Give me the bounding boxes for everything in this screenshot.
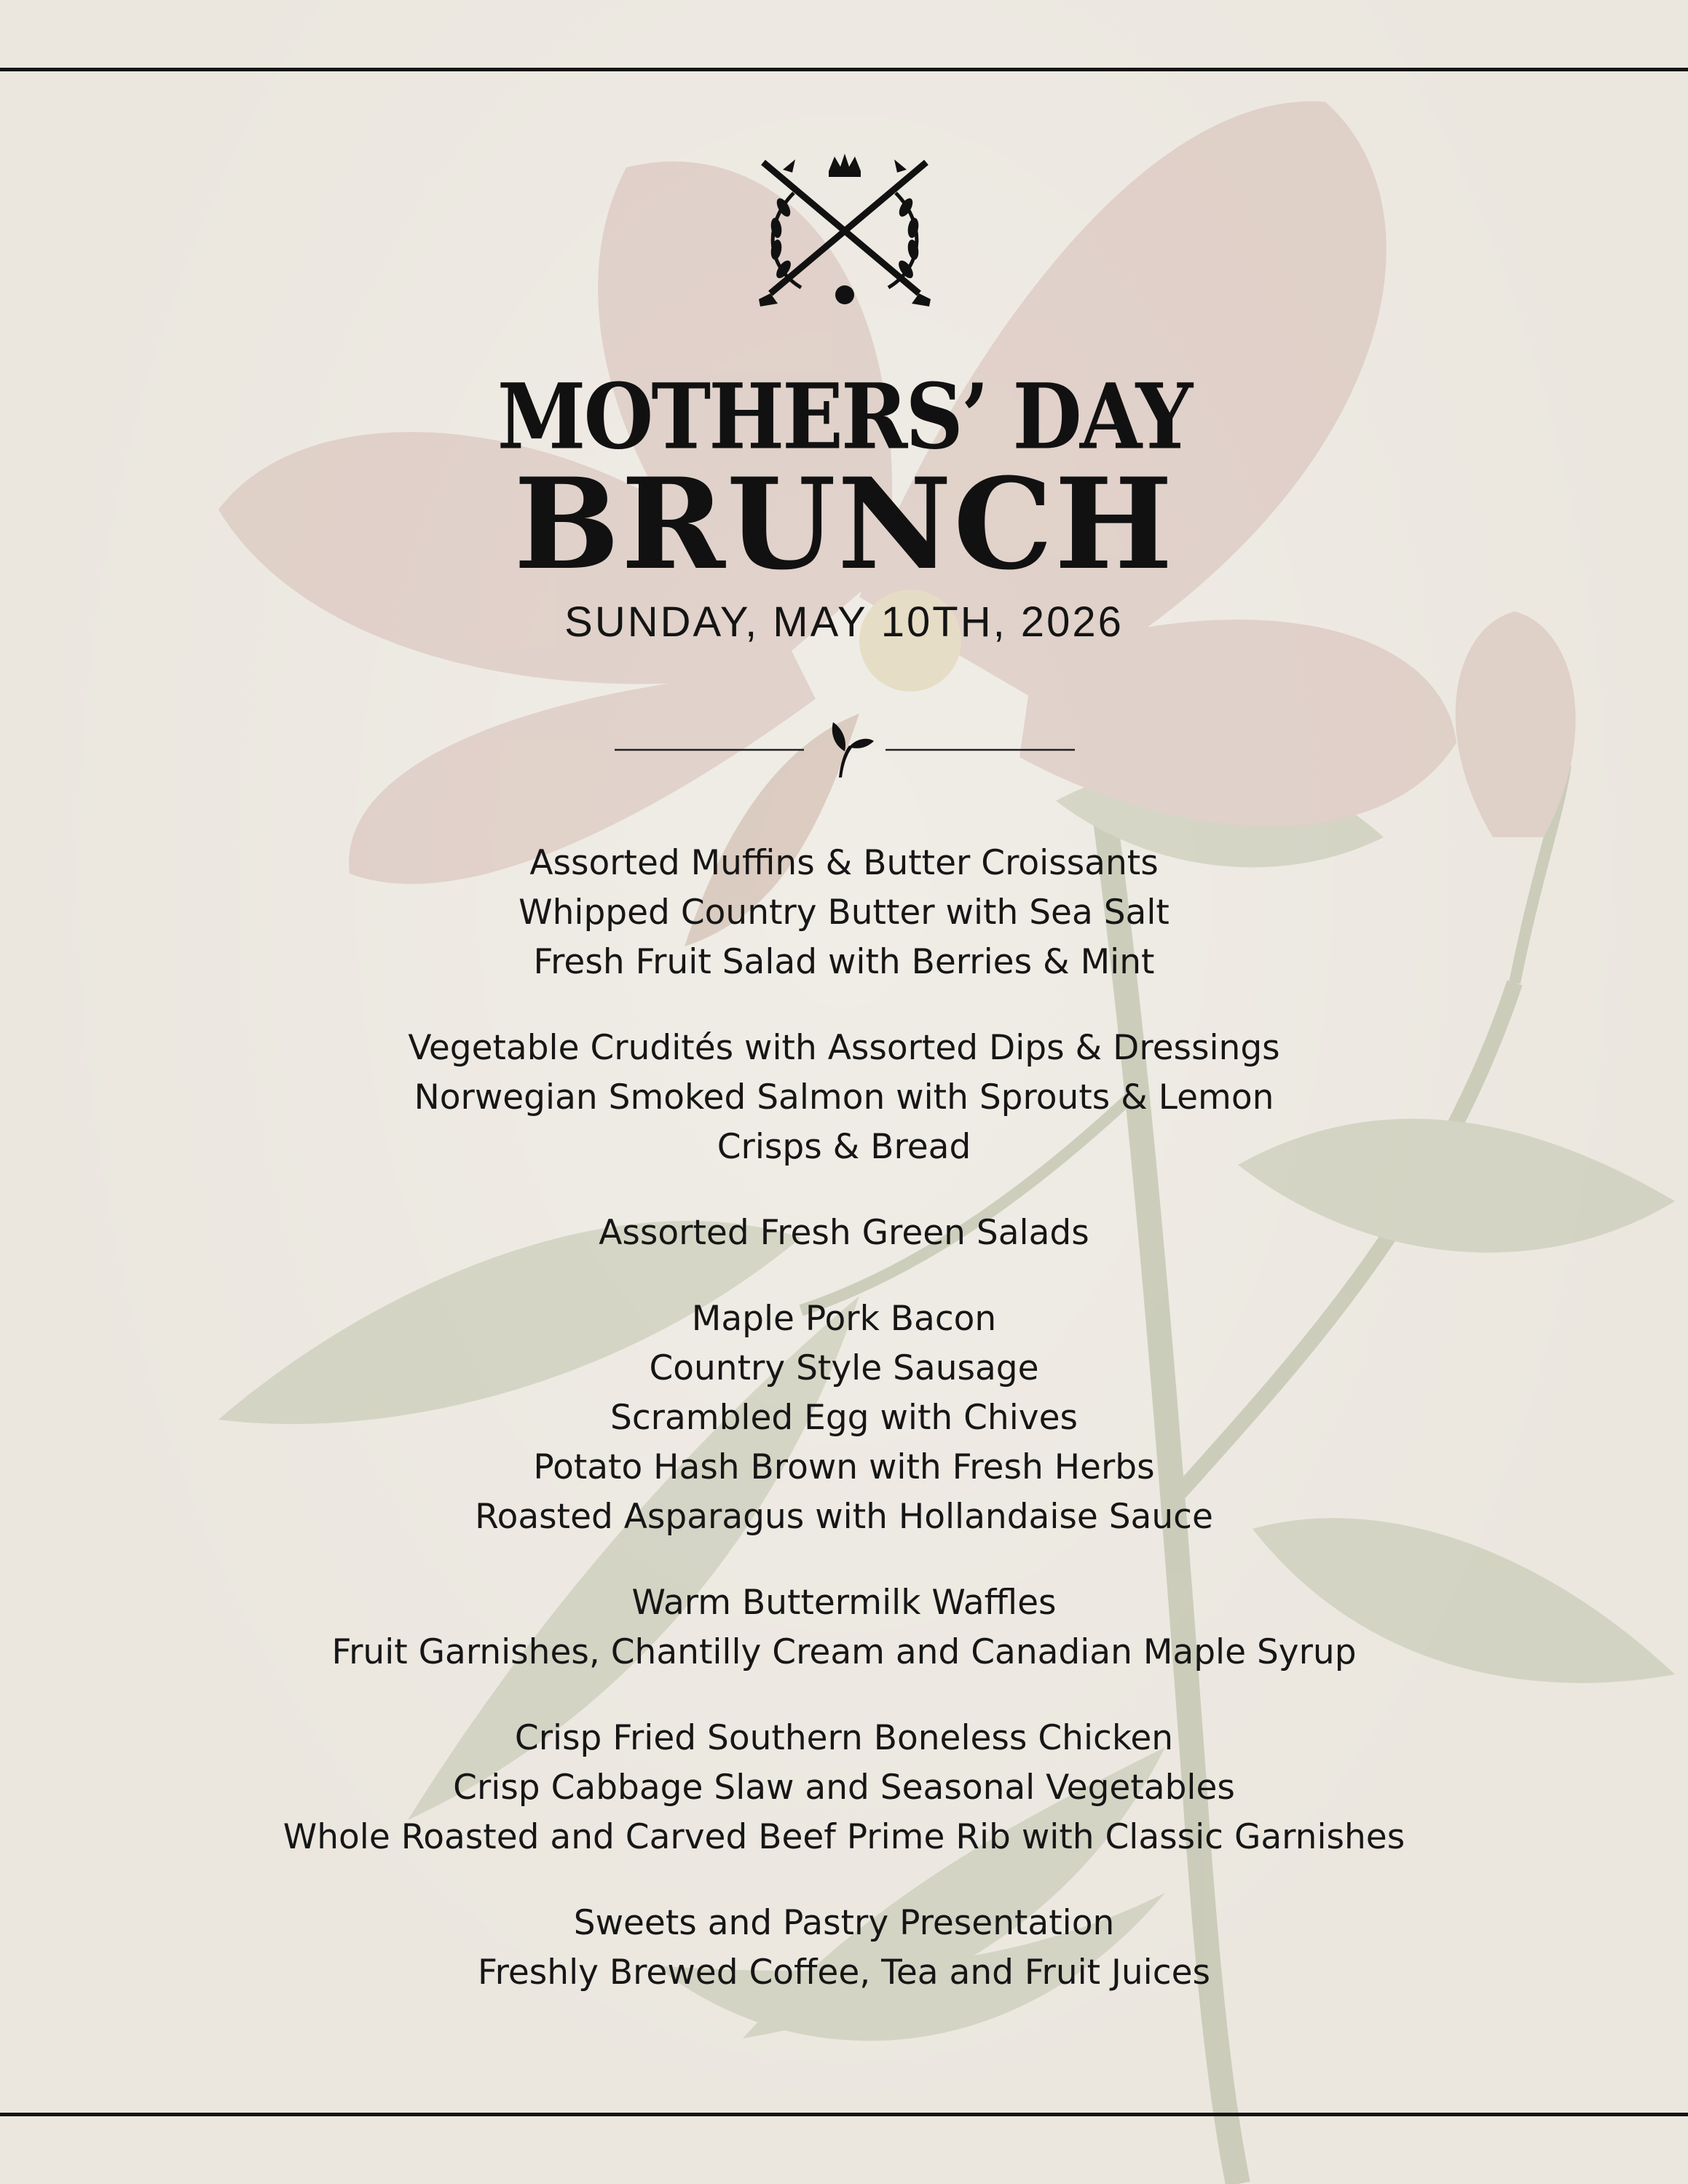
menu-item: Maple Pork Bacon — [691, 1299, 997, 1339]
menu-item: Crisps & Bread — [717, 1127, 971, 1167]
golf-crest-icon — [750, 149, 939, 317]
menu-section — [0, 1578, 1688, 1677]
menu-item: Warm Buttermilk Waffles — [631, 1583, 1057, 1623]
title-line-2: BRUNCH — [513, 450, 1175, 598]
menu-item: Whipped Country Butter with Sea Salt — [518, 893, 1170, 933]
top-border-rule — [0, 68, 1688, 71]
menu-section — [0, 1208, 1688, 1258]
menu-item: Whole Roasted and Carved Beef Prime Rib with Classic Garnishes — [283, 1817, 1405, 1857]
menu-section — [0, 1714, 1688, 1862]
menu-section — [0, 1024, 1688, 1172]
menu-section — [0, 839, 1688, 987]
menu-item: Scrambled Egg with Chives — [610, 1398, 1078, 1438]
menu-item: Country Style Sausage — [649, 1348, 1039, 1388]
leaf-sprig-icon — [832, 722, 874, 778]
menu-item: Crisp Cabbage Slaw and Seasonal Vegetables — [453, 1768, 1235, 1808]
menu-list — [0, 839, 1688, 2034]
event-date: SUNDAY, MAY 10TH, 2026 — [564, 598, 1124, 646]
menu-section — [0, 1899, 1688, 1998]
menu-item: Fruit Garnishes, Chantilly Cream and Canadian Maple Syrup — [331, 1632, 1357, 1672]
menu-item: Assorted Muffins & Butter Croissants — [529, 843, 1159, 883]
title-line-1: MOTHERS’ DAY — [497, 364, 1191, 470]
menu-item: Roasted Asparagus with Hollandaise Sauce — [475, 1497, 1213, 1537]
menu-item: Freshly Brewed Coffee, Tea and Fruit Juices — [477, 1952, 1210, 1993]
menu-section — [0, 1294, 1688, 1542]
menu-item: Potato Hash Brown with Fresh Herbs — [533, 1447, 1155, 1487]
menu-item: Fresh Fruit Salad with Berries & Mint — [533, 942, 1155, 982]
menu-item: Crisp Fried Southern Boneless Chicken — [514, 1718, 1174, 1758]
bottom-border-rule — [0, 2113, 1688, 2116]
leaf-divider — [612, 713, 1078, 779]
menu-item: Sweets and Pastry Presentation — [573, 1903, 1115, 1943]
menu-item: Norwegian Smoked Salmon with Sprouts & Lemon — [414, 1077, 1274, 1117]
menu-item: Assorted Fresh Green Salads — [599, 1213, 1089, 1253]
menu-item: Vegetable Crudités with Assorted Dips & Dressings — [408, 1028, 1280, 1068]
